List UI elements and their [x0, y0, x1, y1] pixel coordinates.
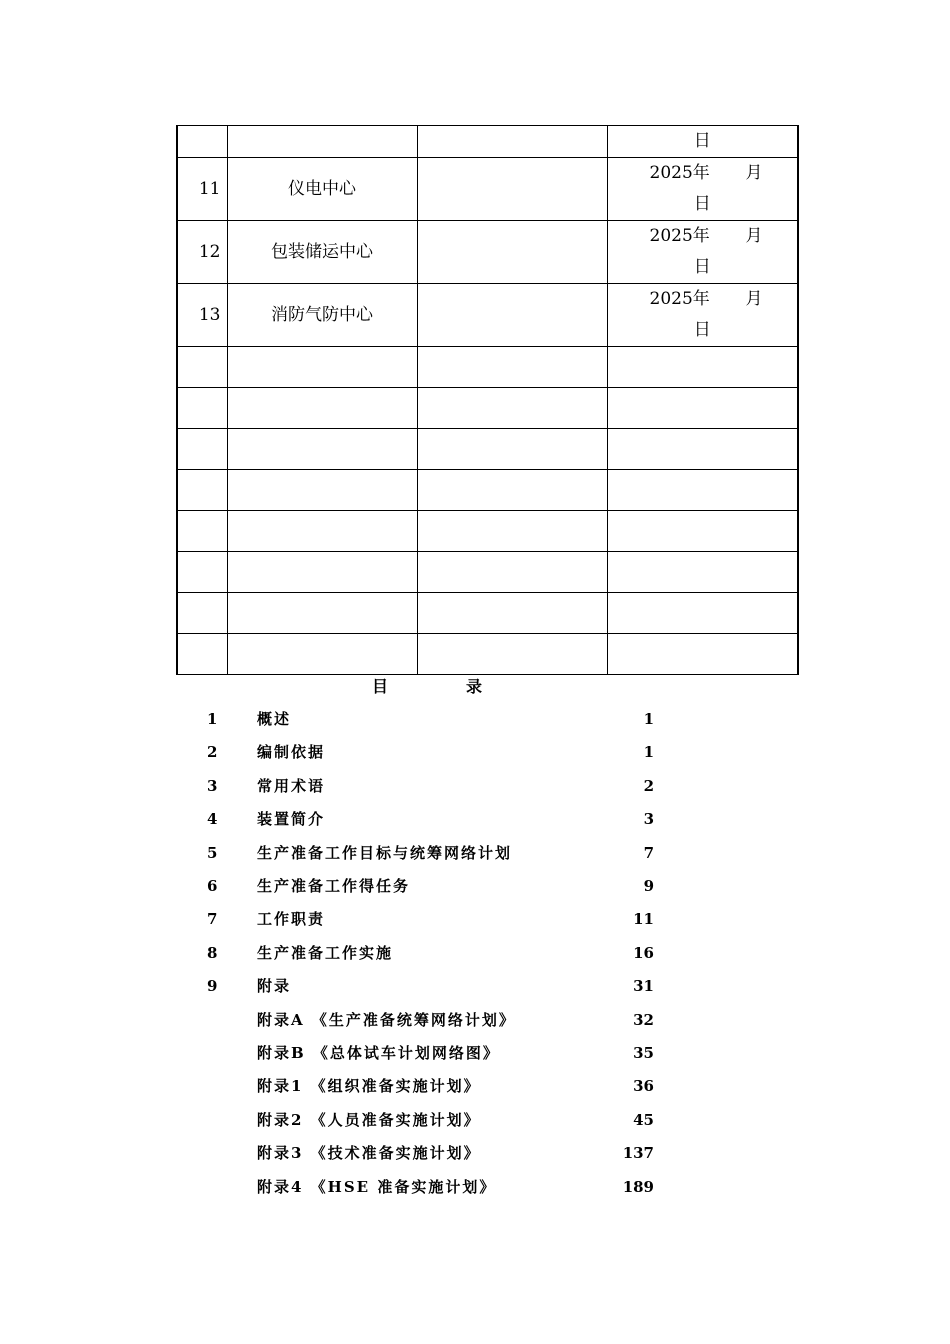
- unit-cell: [227, 347, 417, 388]
- signature-cell: [417, 284, 607, 347]
- date-cell: [607, 126, 798, 158]
- toc-entry-number: 4: [207, 810, 218, 829]
- num-cell: 11: [177, 158, 227, 221]
- toc-entry-title: 装置简介: [257, 810, 326, 829]
- unit-cell: [227, 552, 417, 593]
- toc-entry[interactable]: [0, 1105, 950, 1135]
- num-cell: [177, 552, 227, 593]
- table-row: [177, 284, 798, 347]
- signature-cell: [417, 634, 607, 675]
- toc-entry[interactable]: [0, 871, 950, 901]
- date-cell: [607, 284, 798, 347]
- toc-entry[interactable]: [0, 737, 950, 767]
- num-cell: [177, 347, 227, 388]
- toc-entry-page: 9: [643, 877, 654, 895]
- num-cell: [177, 429, 227, 470]
- signature-cell: [417, 511, 607, 552]
- date-cell: [607, 388, 798, 429]
- table-row-empty: [177, 388, 798, 429]
- signature-cell: [417, 470, 607, 511]
- toc-entry[interactable]: [0, 771, 950, 801]
- num-cell: 12: [177, 221, 227, 284]
- toc-entry-page: 35: [633, 1044, 654, 1062]
- toc-entry[interactable]: [0, 971, 950, 1001]
- date-month: 月: [745, 163, 763, 183]
- signature-cell: [417, 388, 607, 429]
- toc-entry-number: 7: [207, 910, 218, 929]
- toc-entry[interactable]: [0, 904, 950, 934]
- toc-entry-title: 附录2 《人员准备实施计划》: [257, 1110, 481, 1129]
- unit-cell: [227, 429, 417, 470]
- unit-cell: 包装储运中心: [227, 221, 417, 284]
- toc-title-char-1: 目: [372, 677, 389, 696]
- toc-entry-page: 137: [622, 1144, 654, 1163]
- unit-cell: 消防气防中心: [227, 284, 417, 347]
- table-row-empty: [177, 552, 798, 593]
- toc-entry-page: 7: [643, 843, 654, 862]
- toc-entry-page: 16: [633, 943, 654, 962]
- toc-entry-number: 8: [207, 943, 218, 962]
- toc-entry-title: 生产准备工作目标与统筹网络计划: [257, 843, 513, 862]
- toc-entry-title: 生产准备工作得任务: [257, 877, 411, 895]
- toc-entry-title: 附录3 《技术准备实施计划》: [257, 1144, 481, 1163]
- toc-title: [372, 674, 482, 697]
- table-row-empty: [177, 511, 798, 552]
- table-row-empty: [177, 429, 798, 470]
- date-month: 月: [745, 226, 763, 246]
- toc-entry-page: 36: [633, 1077, 654, 1096]
- toc-entry[interactable]: [0, 1172, 950, 1202]
- date-cell: [607, 634, 798, 675]
- unit-cell: [227, 126, 417, 158]
- toc-entry-title: 附录B 《总体试车计划网络图》: [257, 1044, 500, 1062]
- num-cell: [177, 593, 227, 634]
- date-cell: [607, 470, 798, 511]
- toc-entry-page: 3: [643, 810, 654, 829]
- toc-entry-number: 9: [207, 977, 218, 996]
- unit-cell: [227, 593, 417, 634]
- toc-entry-title: 生产准备工作实施: [257, 943, 394, 962]
- unit-cell: 仪电中心: [227, 158, 417, 221]
- num-cell: [177, 470, 227, 511]
- toc-entry[interactable]: [0, 1071, 950, 1101]
- unit-cell: [227, 470, 417, 511]
- toc-entry-title: 附录4 《HSE 准备实施计划》: [257, 1177, 497, 1196]
- table-row-empty: [177, 347, 798, 388]
- toc-entry[interactable]: [0, 704, 950, 734]
- toc-entry[interactable]: [0, 1005, 950, 1035]
- toc-entry-page: 31: [633, 977, 654, 996]
- date-cell: [607, 158, 798, 221]
- toc-entry-title: 工作职责: [257, 910, 326, 929]
- date-cell: [607, 347, 798, 388]
- date-day: 日: [693, 194, 711, 214]
- num-cell: [177, 511, 227, 552]
- toc-entry-title: 附录1 《组织准备实施计划》: [257, 1077, 481, 1096]
- toc-entry-page: 1: [643, 743, 654, 762]
- toc-entry[interactable]: [0, 838, 950, 868]
- table-row: [177, 126, 798, 158]
- toc-entry-page: 2: [643, 776, 654, 795]
- toc-entry-number: 6: [207, 877, 218, 895]
- toc-entry-number: 5: [207, 843, 218, 862]
- toc-entry-title: 编制依据: [257, 743, 326, 762]
- toc-entry[interactable]: [0, 804, 950, 834]
- num-cell: 13: [177, 284, 227, 347]
- signature-cell: [417, 126, 607, 158]
- table-row-empty: [177, 470, 798, 511]
- toc-entry-page: 11: [633, 910, 654, 929]
- date-cell: [607, 593, 798, 634]
- unit-cell: [227, 388, 417, 429]
- num-cell: [177, 126, 227, 158]
- signature-cell: [417, 158, 607, 221]
- toc-entry-number: 1: [207, 710, 218, 728]
- signature-cell: [417, 593, 607, 634]
- date-day: 日: [693, 257, 711, 277]
- toc-entry-page: 1: [643, 710, 654, 728]
- toc-entry-title: 常用术语: [257, 776, 326, 795]
- table-row-empty: [177, 634, 798, 675]
- date-cell: [607, 221, 798, 284]
- signature-cell: [417, 552, 607, 593]
- date-month: 月: [745, 289, 763, 309]
- signature-cell: [417, 429, 607, 470]
- date-cell: [607, 511, 798, 552]
- toc-entry-page: 32: [633, 1010, 654, 1029]
- date-cell: [607, 552, 798, 593]
- toc-entry-number: 2: [207, 743, 218, 762]
- date-year: 2025年: [649, 163, 710, 183]
- toc-entry-page: 189: [622, 1177, 654, 1196]
- num-cell: [177, 388, 227, 429]
- table-row: [177, 158, 798, 221]
- table-row: [177, 221, 798, 284]
- toc-entry-number: 3: [207, 776, 218, 795]
- date-year: 2025年: [649, 289, 710, 309]
- unit-cell: [227, 511, 417, 552]
- table-row-empty: [177, 593, 798, 634]
- signature-cell: [417, 347, 607, 388]
- toc-entry-title: 概述: [257, 710, 292, 728]
- date-day: 日: [693, 131, 711, 151]
- signature-table: [176, 125, 799, 675]
- toc-entry[interactable]: [0, 1038, 950, 1068]
- toc-entry[interactable]: [0, 1138, 950, 1168]
- date-cell: [607, 429, 798, 470]
- toc-entry[interactable]: [0, 938, 950, 968]
- toc-entry-title: 附录A 《生产准备统筹网络计划》: [257, 1010, 516, 1029]
- toc-entry-page: 45: [633, 1110, 654, 1129]
- date-year: 2025年: [649, 226, 710, 246]
- signature-cell: [417, 221, 607, 284]
- unit-cell: [227, 634, 417, 675]
- toc-title-char-2: 录: [466, 677, 483, 696]
- num-cell: [177, 634, 227, 675]
- date-day: 日: [693, 320, 711, 340]
- toc-entry-title: 附录: [257, 977, 292, 996]
